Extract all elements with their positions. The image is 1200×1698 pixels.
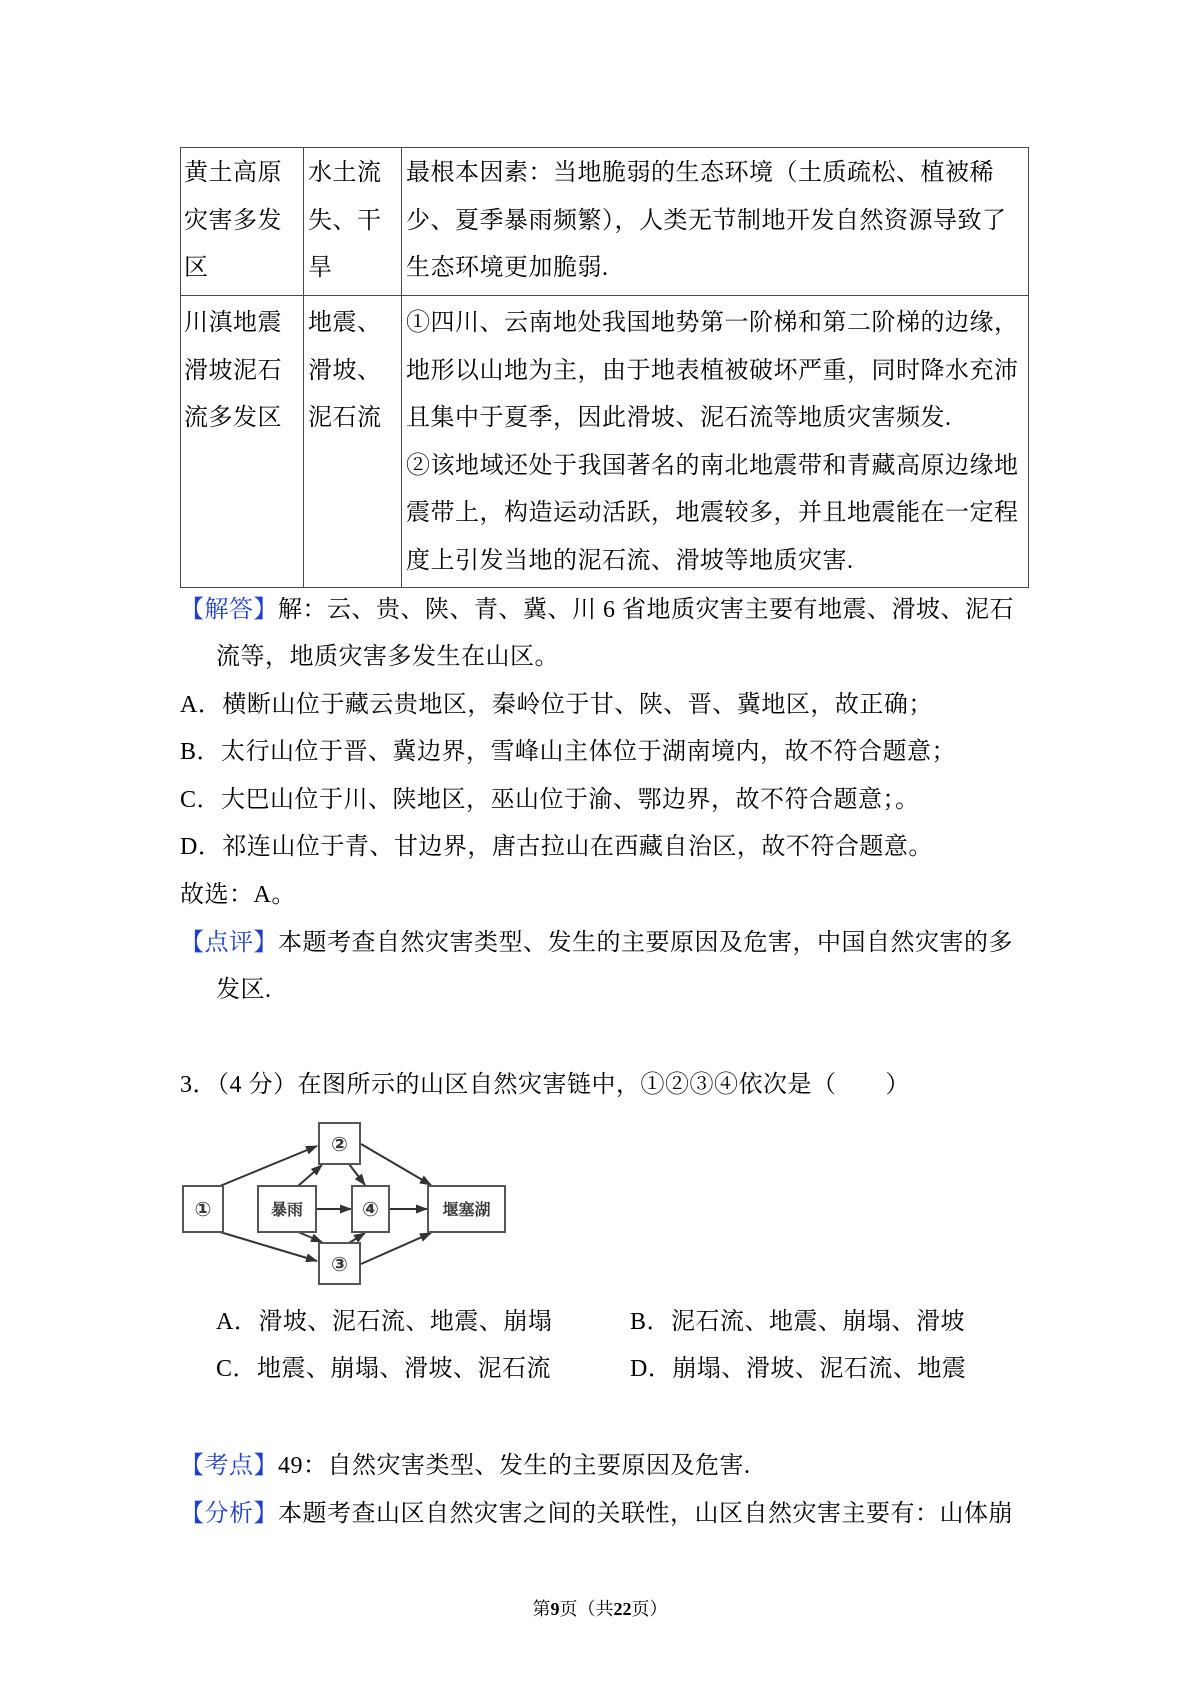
cell-line: 川滇地震: [184, 310, 282, 336]
cell-line: 滑坡泥石: [184, 357, 282, 384]
cell-line: 灾害多发: [184, 207, 282, 234]
cell-line: 地震、: [308, 310, 382, 336]
node-4-label: ④: [362, 1197, 379, 1221]
cell-line: 旱: [308, 255, 333, 281]
cell-line: 少、夏季暴雨频繁），人类无节制地开发自然资源导致了: [406, 207, 1007, 234]
knowledge-point-line: [180, 1442, 751, 1490]
answer-label: 【解答】: [180, 597, 278, 623]
knowledge-point-label: 【考点】: [180, 1453, 278, 1479]
arrow-rain-to-2: [298, 1165, 322, 1186]
knowledge-point-text: 49：自然灾害类型、发生的主要原因及危害.: [278, 1453, 751, 1479]
analysis-text: 本题考查山区自然灾害之间的关联性，山区自然灾害主要有：山体崩: [278, 1501, 1013, 1527]
node-2-label: ②: [331, 1132, 348, 1156]
cell-line: 流多发区: [184, 405, 282, 431]
arrow-3-to-lake: [361, 1233, 431, 1264]
question-3-stem: 3．（4 分）在图所示的山区自然灾害链中，①②③④依次是（ ）: [180, 1072, 910, 1098]
cell-line: 水土流: [308, 160, 382, 186]
arrow-2-to-4: [349, 1164, 365, 1185]
question-3-option-d: D．崩塌、滑坡、泥石流、地震: [630, 1356, 967, 1382]
cell-line: 失、干: [308, 207, 382, 234]
cell-line: 且集中于夏季，因此滑坡、泥石流等地质灾害频发.: [406, 405, 952, 431]
hazard-chain-diagram: [170, 1110, 520, 1300]
table-cell-region: [181, 296, 304, 588]
arrow-1-to-2: [220, 1146, 317, 1186]
cell-line: 泥石流: [308, 405, 382, 431]
answer-text: 解：云、贵、陕、青、冀、川 6 省地质灾害主要有地震、滑坡、泥石: [278, 597, 1014, 623]
cell-line: 震带上，构造运动活跃，地震较多，并且地震能在一定程: [406, 500, 1019, 526]
cell-line: 度上引发当地的泥石流、滑坡等地质灾害.: [406, 547, 854, 574]
hazard-zone-table: [180, 147, 1029, 588]
table-cell-region: [181, 148, 304, 296]
dammed-lake-label: 堰塞湖: [442, 1200, 491, 1219]
comment-text: 本题考查自然灾害类型、发生的主要原因及危害，中国自然灾害的多: [278, 930, 1013, 956]
answer-conclusion: 故选：A。: [180, 882, 296, 908]
analysis-line: [180, 1490, 1013, 1538]
answer-option-a: A．横断山位于藏云贵地区，秦岭位于甘、陕、晋、冀地区，故正确；: [180, 692, 933, 718]
comment-label: 【点评】: [180, 930, 278, 956]
cell-line: ②该地域还处于我国著名的南北地震带和青藏高原边缘地: [406, 452, 1019, 479]
answer-option-d: D．祁连山位于青、甘边界，唐古拉山在西藏自治区，故不符合题意。: [180, 834, 933, 860]
arrow-3-to-4: [349, 1233, 365, 1243]
footer-total-pages: 22: [613, 1599, 632, 1619]
question-3-option-a: A．滑坡、泥石流、地震、崩塌: [216, 1309, 553, 1335]
analysis-label: 【分析】: [180, 1501, 278, 1527]
rainstorm-label: 暴雨: [270, 1200, 304, 1219]
node-3-label: ③: [331, 1252, 348, 1276]
arrow-1-to-3: [220, 1232, 317, 1261]
question-3-option-c: C．地震、崩塌、滑坡、泥石流: [216, 1356, 552, 1382]
cell-line: 地形以山地为主，由于地表植被破坏严重，同时降水充沛: [406, 357, 1019, 384]
question-3-option-b: B．泥石流、地震、崩塌、滑坡: [630, 1309, 966, 1335]
answer-line: 流等，地质灾害多发生在山区。: [216, 644, 559, 670]
cell-line: 滑坡、: [308, 357, 382, 384]
comment-line: 发区.: [216, 977, 272, 1003]
arrow-rain-to-3: [298, 1232, 322, 1242]
footer-suffix: 页）: [631, 1599, 668, 1619]
answer-option-c: C．大巴山位于川、陕地区，巫山位于渝、鄂边界，故不符合题意；。: [180, 787, 920, 813]
cell-line: 区: [184, 255, 209, 281]
cell-line: ①四川、云南地处我国地势第一阶梯和第二阶梯的边缘，: [406, 310, 1019, 336]
table-row: [181, 296, 1029, 588]
table-cell-hazards: [304, 148, 402, 296]
answer-option-b: B．太行山位于晋、冀边界，雪峰山主体位于湖南境内，故不符合题意；: [180, 739, 957, 765]
table-cell-causes: [402, 148, 1029, 296]
table-row: [181, 148, 1029, 296]
table-cell-hazards: [304, 296, 402, 588]
page-footer: [0, 1594, 1200, 1624]
footer-page-number: 9: [550, 1599, 560, 1619]
cell-line: 生态环境更加脆弱.: [406, 255, 609, 281]
node-1-label: ①: [194, 1197, 212, 1221]
cell-line: 黄土高原: [184, 160, 282, 186]
footer-prefix: 第: [532, 1599, 551, 1619]
cell-line: 最根本因素：当地脆弱的生态环境（土质疏松、植被稀: [406, 160, 994, 186]
arrow-2-to-lake: [361, 1144, 431, 1185]
answer-line: [180, 586, 1014, 634]
footer-middle: 页（共: [559, 1599, 614, 1619]
table-cell-causes: [402, 296, 1029, 588]
comment-line: [180, 919, 1013, 967]
